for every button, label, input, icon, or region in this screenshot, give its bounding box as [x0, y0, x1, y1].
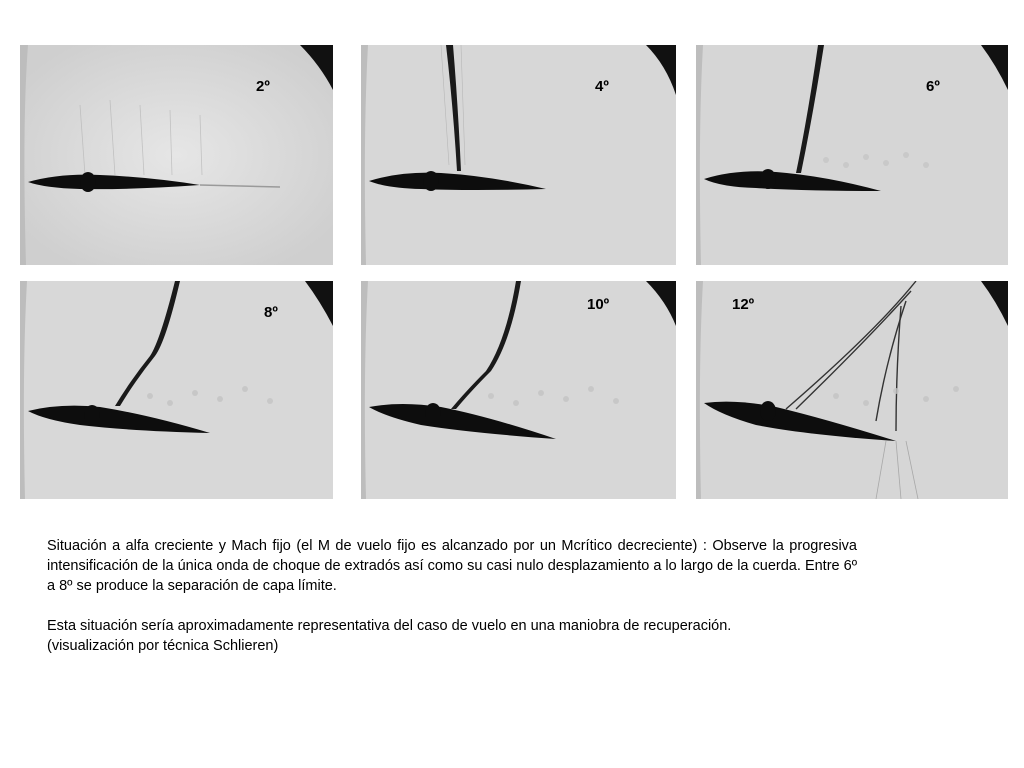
caption-paragraph-2: Esta situación sería aproximadamente representativa del caso de vuelo en una maniobra de recuperación. [47, 618, 732, 634]
schlieren-image [20, 45, 333, 265]
schlieren-image [20, 281, 333, 499]
angle-label: 6º [926, 78, 940, 95]
schlieren-photo-2deg [20, 45, 333, 265]
schlieren-image [696, 45, 1008, 265]
caption-paragraph-3: (visualización por técnica Schlieren) [47, 638, 279, 654]
angle-label: 12º [732, 296, 755, 313]
caption-paragraph-1: Situación a alfa creciente y Mach fijo (el M de vuelo fijo es alcanzado por un Mcrítico decreciente) : Observe la progresiva intensificación de la única onda de choque de extradós así como su casi nulo desplazamiento a lo largo de la cuerda. Entre 6º a 8º se produce la separación de capa límite. [47, 538, 857, 594]
schlieren-photo-6deg [696, 45, 1008, 265]
schlieren-photo-8deg [20, 281, 333, 499]
angle-label: 2º [256, 78, 270, 95]
schlieren-image [696, 281, 1008, 499]
caption [47, 536, 857, 656]
schlieren-photo-12deg [696, 281, 1008, 499]
schlieren-photo-10deg [361, 281, 676, 499]
angle-label: 10º [587, 296, 610, 313]
angle-label: 8º [264, 304, 278, 321]
schlieren-image [361, 45, 676, 265]
angle-label: 4º [595, 78, 609, 95]
schlieren-photo-4deg [361, 45, 676, 265]
schlieren-image [361, 281, 676, 499]
